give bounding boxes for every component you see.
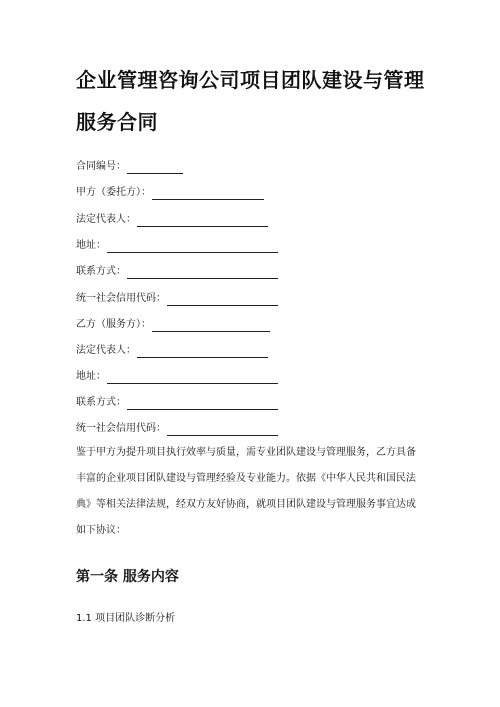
party-a-contact-blank xyxy=(127,267,278,279)
party-a-contact-field xyxy=(76,263,278,279)
party-b-credit-code-field xyxy=(76,420,278,436)
party-b-credit-code-blank xyxy=(167,424,278,436)
party-b-field xyxy=(76,316,270,332)
party-a-credit-code-field xyxy=(76,290,278,306)
party-a-address-label: 地址： xyxy=(76,240,106,251)
party-b-address-blank xyxy=(107,372,278,384)
party-a-blank xyxy=(152,188,264,200)
party-a-credit-code-label: 统一社会信用代码： xyxy=(76,293,166,304)
party-b-contact-label: 联系方式： xyxy=(76,397,126,408)
party-b-address-field xyxy=(76,368,278,384)
contract-number-label: 合同编号： xyxy=(76,161,126,172)
party-b-contact-field xyxy=(76,394,278,410)
party-a-address-field xyxy=(76,237,278,253)
party-b-credit-code-label: 统一社会信用代码： xyxy=(76,423,166,434)
intro-paragraph-line: 鉴于甲方为提升项目执行效率与质量，需专业团队建设与管理服务，乙方具备 xyxy=(76,447,416,458)
party-b-blank xyxy=(152,320,270,332)
intro-paragraph-line: 如下协议： xyxy=(76,525,126,536)
party-a-representative-field xyxy=(76,211,268,227)
party-b-representative-blank xyxy=(137,346,268,358)
sub-heading: 1.1 项目团队诊断分析 xyxy=(76,613,176,624)
party-a-credit-code-blank xyxy=(167,294,278,306)
contract-number-blank xyxy=(127,162,183,174)
party-b-representative-field xyxy=(76,342,268,358)
party-b-contact-blank xyxy=(127,398,278,410)
party-b-address-label: 地址： xyxy=(76,371,106,382)
party-a-field xyxy=(76,184,264,200)
party-a-representative-blank xyxy=(137,215,268,227)
section-heading: 第一条 服务内容 xyxy=(76,569,179,585)
document-title-line-1: 企业管理咨询公司项目团队建设与管理 xyxy=(76,68,425,92)
document-title-line-2: 服务合同 xyxy=(76,110,158,134)
contract-number-field xyxy=(76,158,183,174)
party-a-address-blank xyxy=(107,241,278,253)
party-b-label: 乙方（服务方）： xyxy=(76,319,151,330)
party-a-label: 甲方（委托方）： xyxy=(76,187,151,198)
intro-paragraph-line: 丰富的企业项目团队建设与管理经验及专业能力。依据《中华人民共和国民法 xyxy=(76,473,416,484)
party-a-contact-label: 联系方式： xyxy=(76,266,126,277)
intro-paragraph-line: 典》等相关法律法规，经双方友好协商，就项目团队建设与管理服务事宜达成 xyxy=(76,499,416,510)
party-b-representative-label: 法定代表人： xyxy=(76,345,136,356)
party-a-representative-label: 法定代表人： xyxy=(76,214,136,225)
